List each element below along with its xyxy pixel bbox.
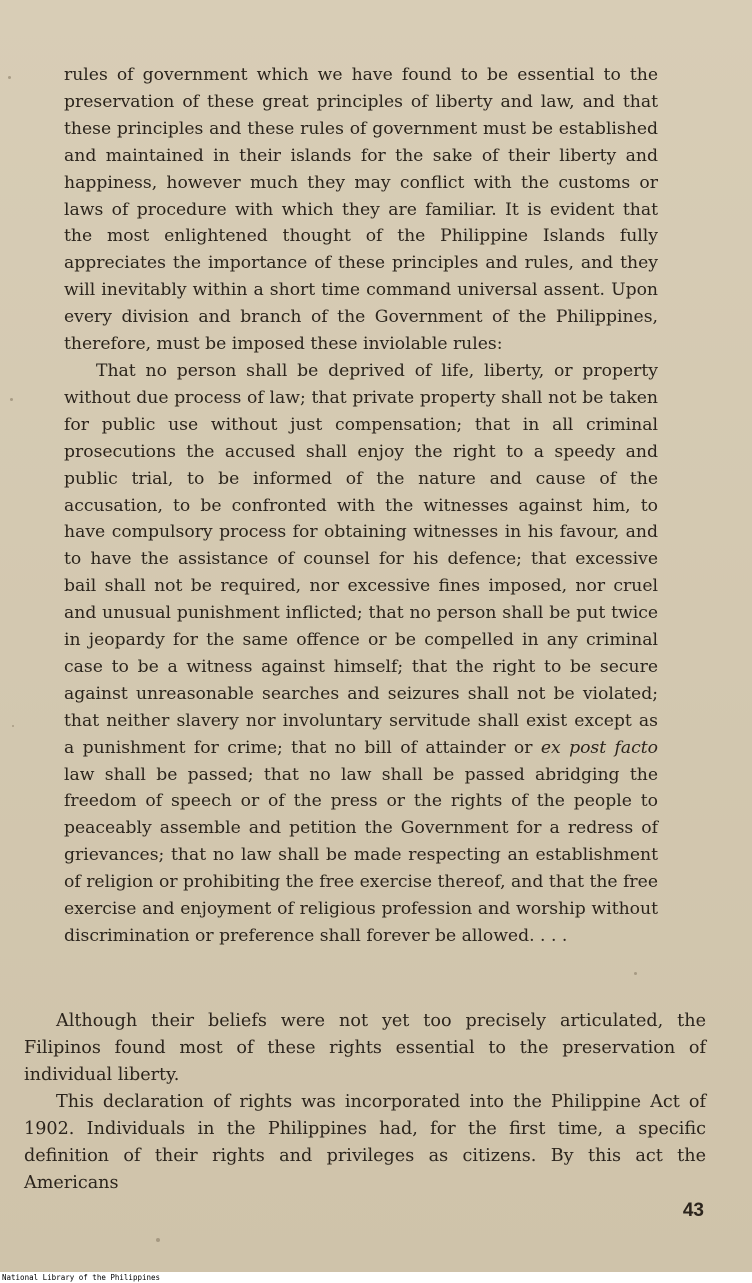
scan-speck (8, 76, 11, 79)
quote-paragraph-2-part-2: law shall be passed; that no law shall be passed abridging the freedom of speech or of the press or the rights of the people to peaceably assemble and petition the Government for a redress of grievances; that no law shall be made respecting an establishment of religion or prohibiting the free exercise thereof, and that the free exercise and enjoyment of religious profession and worship without discrimination or preference shall forever be allowed. . . . (64, 764, 658, 946)
scan-speck (156, 1238, 160, 1242)
quote-paragraph-2-part-1: That no person shall be deprived of life, liberty, or property without due process of law; that private property shall not be taken for public use without just compensation; that in all criminal prosecutions the accused shall enjoy the right to a speedy and public trial, to be informed of the nature and cause of the accusation, to be confronted with the witnesses against him, to have compulsory process for obtaining witnesses in his favour, and to have the assistance of counsel for his defence; that excessive bail shall not be required, nor excessive fines imposed, nor cruel and unusual punishment inflicted; that no person shall be put twice in jeopardy for the same offence or be compelled in any criminal case to be a witness against himself; that the right to be secure against unreasonable searches and seizures shall not be violated; that neither slavery nor involuntary servitude shall exist except as a punishment for crime; that no bill of attainder or (64, 360, 658, 758)
scan-credit-footer: National Library of the Philippines (0, 1272, 752, 1283)
scan-speck (12, 725, 14, 727)
quote-paragraph-2 (64, 358, 658, 950)
latin-phrase: ex post facto (540, 737, 658, 758)
scan-speck (10, 398, 13, 401)
body-text (24, 1008, 706, 1197)
body-paragraph-2: This declaration of rights was incorporated into the Philippine Act of 1902. Individuals in the Philippines had, for the first time, a specific definition of their rights and privileges as citizens. By this act the Americans (24, 1092, 706, 1193)
quote-paragraph-1: rules of government which we have found to be essential to the preservation of these great principles of liberty and law, and that these principles and these rules of government must be established and maintained in their islands for the sake of their liberty and happiness, however much they may conflict with the customs or laws of procedure with which they are familiar. It is evident that the most enlightened thought of the Philippine Islands fully appreciates the importance of these principles and rules, and they will inevitably within a short time command universal assent. Upon every division and branch of the Government of the Philippines, therefore, must be imposed these inviolable rules: (64, 65, 658, 355)
block-quote (64, 62, 658, 950)
body-paragraph-1: Although their beliefs were not yet too precisely articulated, the Filipinos found most of these rights essential to the preservation of individual liberty. (24, 1011, 706, 1085)
page-number: 43 (682, 1200, 704, 1221)
scan-speck (634, 972, 637, 975)
